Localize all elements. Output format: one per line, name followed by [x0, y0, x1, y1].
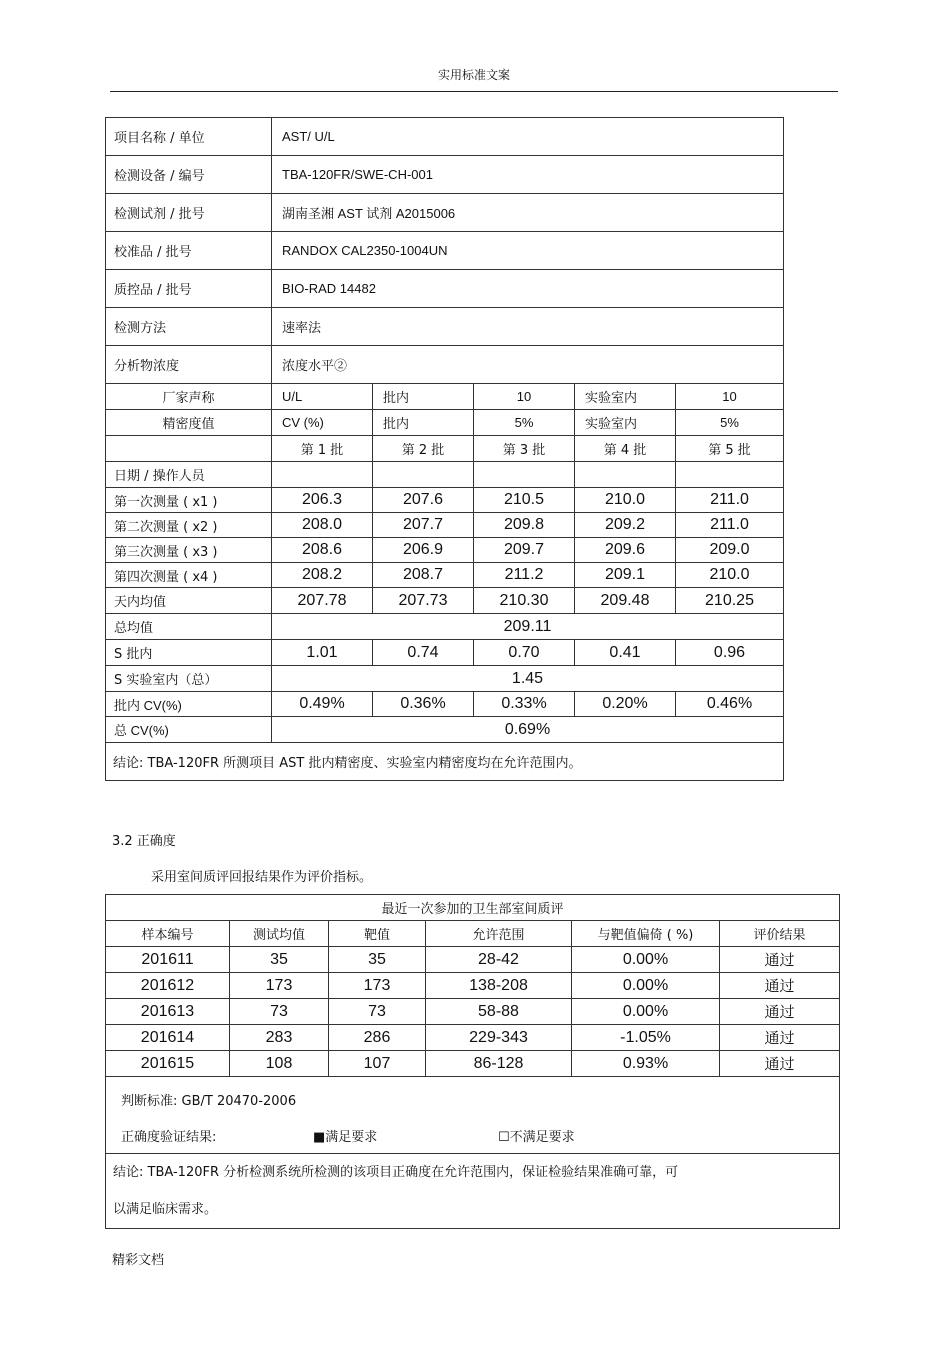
- criteria-text: 判断标准: GB/T 20470-2006: [121, 1094, 297, 1109]
- allowed-range: 58-88: [426, 999, 572, 1025]
- measurement-value: 210.0: [575, 488, 676, 513]
- info-row: [106, 232, 784, 270]
- blank-cell: [676, 462, 784, 488]
- claim-lab-value: 10: [676, 384, 784, 410]
- allowed-range: 138-208: [426, 973, 572, 999]
- target-value: 73: [329, 999, 426, 1025]
- measurement-row: [106, 513, 784, 538]
- s-lab-value: 1.45: [272, 666, 784, 692]
- conclusion-line-1: 结论: TBA-120FR 分析检测系统所检测的该项目正确度在允许范围内，保证检验结果准确可靠，可: [113, 1165, 679, 1180]
- measurement-value: 209.1: [575, 563, 676, 588]
- measurement-value: 209.2: [575, 513, 676, 538]
- test-mean: 108: [230, 1051, 329, 1077]
- bias: 0.00%: [572, 947, 720, 973]
- precision-conclusion-row: [106, 743, 784, 781]
- measurement-label: 第一次测量 ( x1 ): [106, 488, 272, 513]
- claim-label-line2: 精密度值: [106, 410, 272, 436]
- measurement-value: 210.5: [474, 488, 575, 513]
- info-row: [106, 270, 784, 308]
- measurement-row: [106, 563, 784, 588]
- daily-mean-value: 210.30: [474, 588, 575, 614]
- s-within-label: S 批内: [106, 640, 272, 666]
- batch-header: 第 1 批: [272, 436, 373, 462]
- target-value: 286: [329, 1025, 426, 1051]
- accuracy-table-title: 最近一次参加的卫生部室间质评: [106, 895, 840, 921]
- claim-lab-label: 实验室内: [575, 384, 676, 410]
- sample-id: 201612: [106, 973, 230, 999]
- measurement-value: 208.0: [272, 513, 373, 538]
- table-row: [106, 1025, 840, 1051]
- total-mean-value: 209.11: [272, 614, 784, 640]
- accuracy-conclusion-row: [106, 1154, 840, 1229]
- bias: 0.93%: [572, 1051, 720, 1077]
- target-value: 107: [329, 1051, 426, 1077]
- target-value: 35: [329, 947, 426, 973]
- s-within-value: 0.70: [474, 640, 575, 666]
- evaluation-result: 通过: [720, 973, 840, 999]
- s-lab-row: [106, 666, 784, 692]
- measurement-label: 第四次测量 ( x4 ): [106, 563, 272, 588]
- total-mean-label: 总均值: [106, 614, 272, 640]
- section-heading: 3.2 正确度: [112, 834, 176, 849]
- batch-header-row: [106, 436, 784, 462]
- measurement-value: 209.0: [676, 538, 784, 563]
- cv-within-value: 0.36%: [373, 692, 474, 717]
- info-value: 湖南圣湘 AST 试剂 A2015006: [272, 194, 784, 232]
- info-label: 检测设备 / 编号: [106, 156, 272, 194]
- evaluation-result: 通过: [720, 947, 840, 973]
- date-operator-row: [106, 462, 784, 488]
- table-row: [106, 999, 840, 1025]
- cv-within-row: [106, 692, 784, 717]
- info-row: [106, 346, 784, 384]
- info-label: 检测方法: [106, 308, 272, 346]
- claim-label-line1: 厂家声称: [106, 384, 272, 410]
- measurement-value: 208.2: [272, 563, 373, 588]
- measurement-row: [106, 538, 784, 563]
- measurement-value: 211.0: [676, 488, 784, 513]
- info-row: [106, 194, 784, 232]
- test-mean: 173: [230, 973, 329, 999]
- s-within-value: 0.41: [575, 640, 676, 666]
- blank-cell: [106, 436, 272, 462]
- target-value: 173: [329, 973, 426, 999]
- sample-id: 201613: [106, 999, 230, 1025]
- column-header: 测试均值: [230, 921, 329, 947]
- table-row: [106, 947, 840, 973]
- info-value: TBA-120FR/SWE-CH-001: [272, 156, 784, 194]
- evaluation-result: 通过: [720, 999, 840, 1025]
- measurement-value: 206.3: [272, 488, 373, 513]
- sample-id: 201611: [106, 947, 230, 973]
- accuracy-header-row: [106, 921, 840, 947]
- info-value: AST/ U/L: [272, 118, 784, 156]
- s-within-value: 0.96: [676, 640, 784, 666]
- precision-table: [105, 117, 784, 781]
- blank-cell: [272, 462, 373, 488]
- info-row: [106, 156, 784, 194]
- column-header: 靶值: [329, 921, 426, 947]
- daily-mean-value: 207.73: [373, 588, 474, 614]
- info-value: BIO-RAD 14482: [272, 270, 784, 308]
- info-row: [106, 118, 784, 156]
- daily-mean-value: 210.25: [676, 588, 784, 614]
- blank-cell: [373, 462, 474, 488]
- daily-mean-row: [106, 588, 784, 614]
- total-mean-row: [106, 614, 784, 640]
- info-label: 分析物浓度: [106, 346, 272, 384]
- bias: -1.05%: [572, 1025, 720, 1051]
- measurement-value: 206.9: [373, 538, 474, 563]
- s-within-value: 0.74: [373, 640, 474, 666]
- sample-id: 201614: [106, 1025, 230, 1051]
- daily-mean-value: 207.78: [272, 588, 373, 614]
- measurement-value: 211.2: [474, 563, 575, 588]
- section-intro: 采用室间质评回报结果作为评价指标。: [151, 870, 373, 885]
- measurement-value: 209.6: [575, 538, 676, 563]
- page-header-title: 实用标准文案: [437, 68, 510, 82]
- header-rule: [110, 91, 838, 92]
- page-footer: 精彩文档: [112, 1253, 165, 1268]
- measurement-value: 209.7: [474, 538, 575, 563]
- criteria-cell: [106, 1077, 840, 1154]
- s-within-row: [106, 640, 784, 666]
- blank-cell: [575, 462, 676, 488]
- cv-within-value: 0.20%: [575, 692, 676, 717]
- claim-row: [106, 384, 784, 410]
- evaluation-result: 通过: [720, 1025, 840, 1051]
- bias: 0.00%: [572, 999, 720, 1025]
- s-within-value: 1.01: [272, 640, 373, 666]
- claim-within-label: 批内: [373, 410, 474, 436]
- measurement-value: 208.7: [373, 563, 474, 588]
- allowed-range: 86-128: [426, 1051, 572, 1077]
- evaluation-result: 通过: [720, 1051, 840, 1077]
- option-unsatisfied: ☐不满足要求: [498, 1130, 575, 1145]
- batch-header: 第 5 批: [676, 436, 784, 462]
- info-value: 速率法: [272, 308, 784, 346]
- criteria-row: [106, 1077, 840, 1154]
- cv-within-value: 0.33%: [474, 692, 575, 717]
- measurement-value: 208.6: [272, 538, 373, 563]
- result-label: 正确度验证结果:: [121, 1130, 217, 1145]
- claim-within-label: 批内: [373, 384, 474, 410]
- test-mean: 73: [230, 999, 329, 1025]
- option-satisfied: ■满足要求: [313, 1130, 378, 1145]
- blank-cell: [474, 462, 575, 488]
- precision-conclusion: 结论: TBA-120FR 所测项目 AST 批内精密度、实验室内精密度均在允许范围内。: [106, 743, 784, 781]
- claim-unit: U/L: [272, 384, 373, 410]
- measurement-value: 211.0: [676, 513, 784, 538]
- cv-within-value: 0.49%: [272, 692, 373, 717]
- measurement-label: 第二次测量 ( x2 ): [106, 513, 272, 538]
- info-label: 检测试剂 / 批号: [106, 194, 272, 232]
- cv-total-row: [106, 717, 784, 743]
- column-header: 样本编号: [106, 921, 230, 947]
- info-row: [106, 308, 784, 346]
- daily-mean-label: 天内均值: [106, 588, 272, 614]
- date-operator-label: 日期 / 操作人员: [106, 462, 272, 488]
- batch-header: 第 2 批: [373, 436, 474, 462]
- column-header: 与靶值偏倚 ( %): [572, 921, 720, 947]
- allowed-range: 229-343: [426, 1025, 572, 1051]
- test-mean: 35: [230, 947, 329, 973]
- conclusion-line-2: 以满足临床需求。: [113, 1202, 218, 1217]
- cv-within-label: 批内 CV(%): [106, 692, 272, 717]
- allowed-range: 28-42: [426, 947, 572, 973]
- column-header: 评价结果: [720, 921, 840, 947]
- measurement-value: 207.6: [373, 488, 474, 513]
- info-label: 校准品 / 批号: [106, 232, 272, 270]
- cv-within-value: 0.46%: [676, 692, 784, 717]
- daily-mean-value: 209.48: [575, 588, 676, 614]
- accuracy-conclusion-cell: [106, 1154, 840, 1229]
- sample-id: 201615: [106, 1051, 230, 1077]
- accuracy-title-row: [106, 895, 840, 921]
- info-value: RANDOX CAL2350-1004UN: [272, 232, 784, 270]
- measurement-value: 207.7: [373, 513, 474, 538]
- measurement-label: 第三次测量 ( x3 ): [106, 538, 272, 563]
- claim-row: [106, 410, 784, 436]
- claim-within-value: 5%: [474, 410, 575, 436]
- measurement-row: [106, 488, 784, 513]
- column-header: 允许范围: [426, 921, 572, 947]
- info-label: 项目名称 / 单位: [106, 118, 272, 156]
- info-label: 质控品 / 批号: [106, 270, 272, 308]
- s-lab-label: S 实验室内（总）: [106, 666, 272, 692]
- batch-header: 第 4 批: [575, 436, 676, 462]
- batch-header: 第 3 批: [474, 436, 575, 462]
- accuracy-table: [105, 894, 840, 1229]
- claim-lab-label: 实验室内: [575, 410, 676, 436]
- claim-lab-value: 5%: [676, 410, 784, 436]
- measurement-value: 209.8: [474, 513, 575, 538]
- claim-within-value: 10: [474, 384, 575, 410]
- test-mean: 283: [230, 1025, 329, 1051]
- table-row: [106, 1051, 840, 1077]
- cv-total-value: 0.69%: [272, 717, 784, 743]
- table-row: [106, 973, 840, 999]
- claim-cv: CV (%): [272, 410, 373, 436]
- measurement-value: 210.0: [676, 563, 784, 588]
- info-value: 浓度水平②: [272, 346, 784, 384]
- result-line: [106, 1114, 839, 1150]
- cv-total-label: 总 CV(%): [106, 717, 272, 743]
- bias: 0.00%: [572, 973, 720, 999]
